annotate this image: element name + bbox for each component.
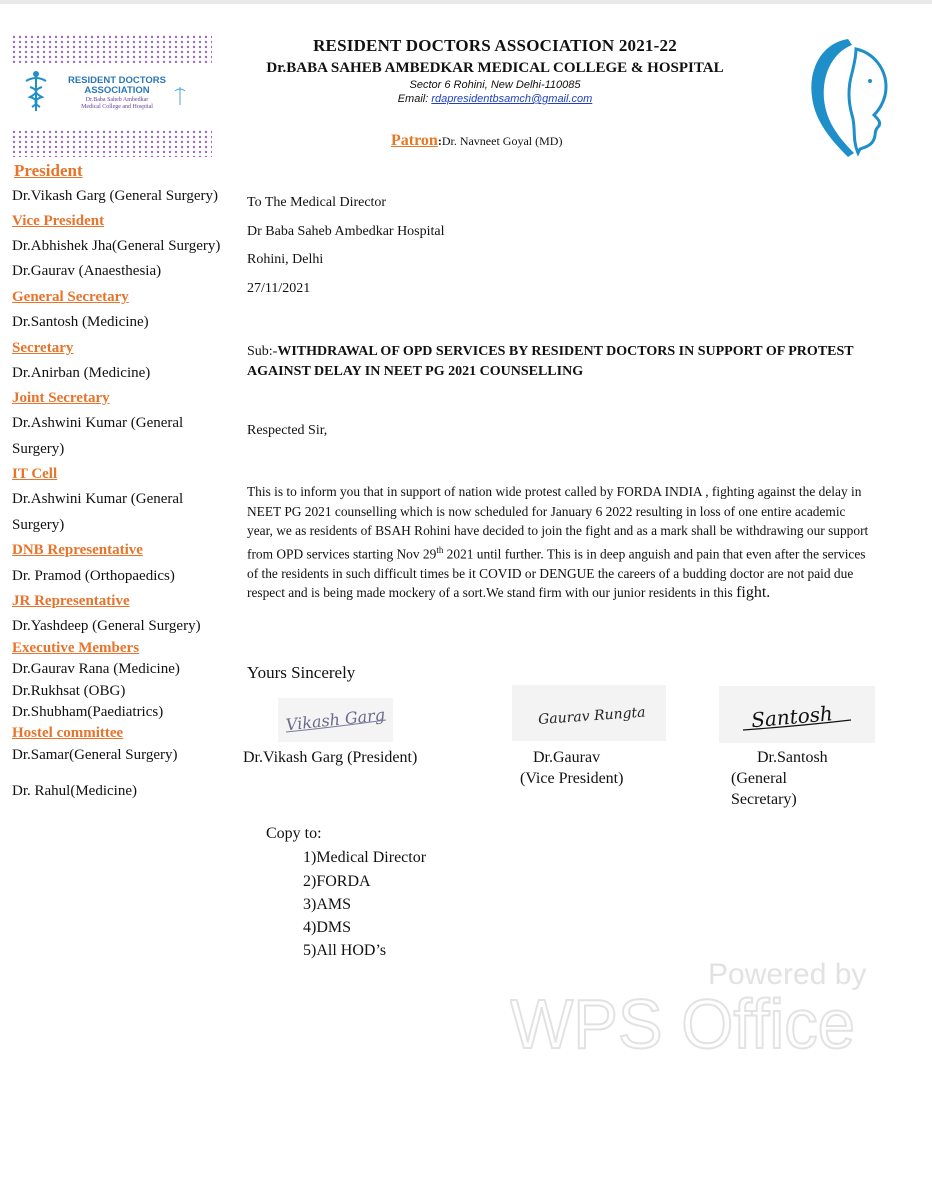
- hostel-name: Dr.Samar(General Surgery): [12, 747, 178, 763]
- it-cell-name: Surgery): [12, 517, 65, 533]
- signature-president-text: Vikash Garg: [284, 705, 386, 735]
- association-title: RESIDENT DOCTORS ASSOCIATION 2021-22: [313, 36, 677, 55]
- closing: Yours Sincerely: [247, 663, 356, 682]
- joint-secretary-name: Surgery): [12, 441, 65, 457]
- patron-separator: :: [437, 134, 442, 148]
- face-profile-logo: [782, 35, 904, 159]
- signatory-president: Dr.Vikash Garg (President): [243, 749, 418, 766]
- executive-name: Dr.Shubham(Paediatrics): [12, 704, 164, 720]
- college-name: Dr.BABA SAHEB AMBEDKAR MEDICAL COLLEGE & HOSPITAL: [266, 60, 724, 76]
- body-text: 2021 until further. This is in deep anguish and pain that even after the services of the residents in such difficult times be it COVID or DENGUE the careers of a budding doctor are not paid due respect and is being made mockery of a sort.We stand firm with our junior residents in this: [247, 546, 866, 601]
- copy-to-label: Copy to:: [266, 825, 322, 842]
- executive-heading: Executive Members: [12, 640, 140, 656]
- hostel-name: Dr. Rahul(Medicine): [12, 783, 137, 799]
- logo-text-2: ASSOCIATION: [84, 85, 150, 96]
- subject-prefix: Sub:-: [247, 344, 278, 359]
- copy-item: 2)FORDA: [303, 873, 371, 890]
- address: Sector 6 Rohini, New Delhi-110085: [409, 79, 581, 91]
- subject-text: WITHDRAWAL OF OPD SERVICES BY RESIDENT DOCTORS IN SUPPORT OF PROTEST AGAINST DELAY IN NEET PG 2021 COUNSELLING: [247, 344, 854, 379]
- it-cell-name: Dr.Ashwini Kumar (General: [12, 491, 184, 507]
- rda-logo: [12, 35, 212, 157]
- watermark-brand: [510, 990, 860, 1056]
- vice-president-name: Dr.Abhishek Jha(General Surgery): [12, 238, 221, 254]
- president-name: Dr.Vikash Garg (General Surgery): [12, 188, 218, 204]
- recipient-line: To The Medical Director: [247, 195, 387, 210]
- recipient-line: Dr Baba Saheb Ambedkar Hospital: [247, 224, 445, 239]
- patron-line: [391, 132, 562, 150]
- copy-item: 3)AMS: [303, 896, 352, 913]
- hostel-heading: Hostel committee: [12, 725, 124, 741]
- it-cell-heading: IT Cell: [12, 466, 58, 482]
- top-border: [0, 0, 932, 4]
- dnb-name: Dr. Pramod (Orthopaedics): [12, 568, 175, 584]
- copy-item: 1)Medical Director: [303, 849, 427, 866]
- executive-name: Dr.Gaurav Rana (Medicine): [12, 661, 180, 677]
- signature-president: [278, 698, 393, 742]
- email-link[interactable]: rdapresidentbsamch@gmail.com: [431, 93, 593, 105]
- president-heading: President: [14, 161, 83, 180]
- signature-vice-president-text: Gaurav Rungta: [537, 704, 647, 729]
- logo-text-3: Dr.Baba Saheb Ambedkar: [85, 97, 149, 103]
- joint-secretary-heading: Joint Secretary: [12, 390, 110, 406]
- signatory-general-secretary-role: (General: [731, 770, 787, 787]
- letter-body: [247, 482, 872, 603]
- patron-name: Dr. Navneet Goyal (MD): [441, 134, 563, 148]
- letter-date: 27/11/2021: [247, 281, 311, 296]
- watermark-brand-text: WPS Office: [510, 990, 855, 1056]
- general-secretary-heading: General Secretary: [12, 289, 129, 305]
- signatory-vice-president-name: Dr.Gaurav: [533, 749, 601, 766]
- body-text: This is to inform you that in support of nation wide protest called by FORDA INDIA , fighting against the delay in NEET PG 2021 counselling which is now scheduled for January 6 2022 resulting in loss of one entire academic year, we as residents of BSAH Rohini have decided to join the fight and as a mark shall be withdrawing our support from OPD services starting Nov 29: [247, 484, 869, 562]
- signature-vice-president: [512, 685, 666, 741]
- secretary-name: Dr.Anirban (Medicine): [12, 365, 151, 381]
- signature-general-secretary-text: Santosh: [750, 701, 834, 733]
- patron-label: Patron: [391, 132, 438, 149]
- watermark-powered-by: Powered by: [708, 958, 867, 991]
- signatory-general-secretary-role: Secretary): [731, 791, 797, 808]
- vice-president-name: Dr.Gaurav (Anaesthesia): [12, 263, 162, 279]
- general-secretary-name: Dr.Santosh (Medicine): [12, 314, 149, 330]
- signatory-vice-president-role: (Vice President): [520, 770, 624, 787]
- copy-item: 5)All HOD’s: [303, 942, 387, 959]
- signature-general-secretary: [719, 686, 875, 743]
- logo-text-1: RESIDENT DOCTORS: [67, 75, 167, 86]
- copy-item: 4)DMS: [303, 919, 352, 936]
- jr-heading: JR Representative: [12, 593, 130, 609]
- jr-name: Dr.Yashdeep (General Surgery): [12, 618, 201, 634]
- signatory-general-secretary-name: Dr.Santosh: [757, 749, 828, 766]
- email-label: Email:: [397, 93, 432, 105]
- body-superscript: th: [436, 544, 444, 555]
- logo-text-4: Medical College and Hospital: [81, 104, 153, 110]
- recipient-line: Rohini, Delhi: [247, 252, 324, 267]
- executive-name: Dr.Rukhsat (OBG): [12, 683, 126, 699]
- body-last-word: fight.: [736, 584, 771, 602]
- salutation: Respected Sir,: [247, 423, 328, 438]
- dnb-heading: DNB Representative: [12, 542, 143, 558]
- joint-secretary-name: Dr.Ashwini Kumar (General: [12, 415, 184, 431]
- vice-president-heading: Vice President: [12, 213, 105, 229]
- subject: [247, 342, 867, 382]
- email-line: [250, 93, 740, 105]
- secretary-heading: Secretary: [12, 340, 74, 356]
